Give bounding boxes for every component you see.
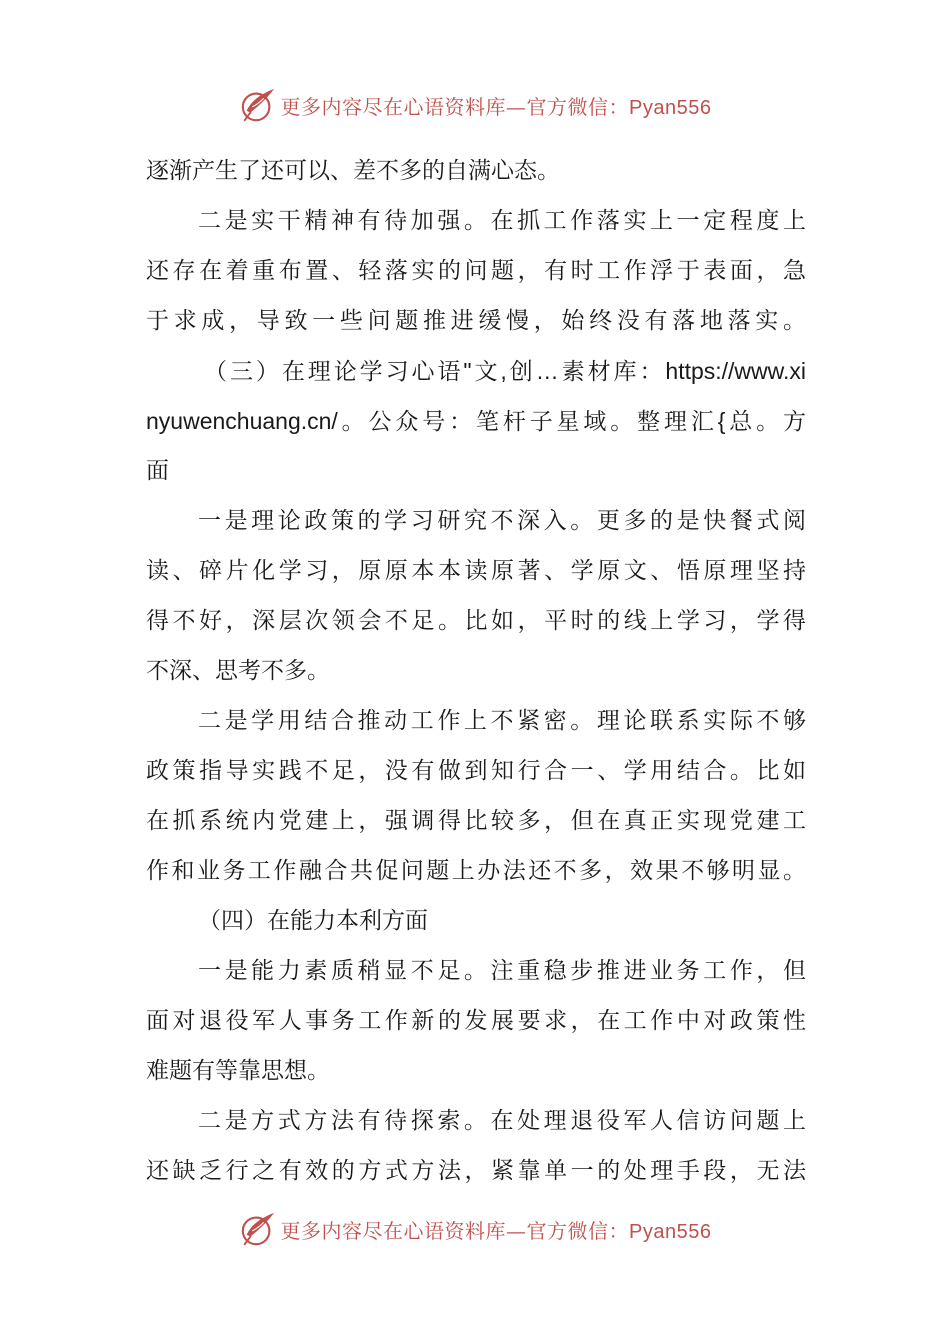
section-heading: （四）在能力本利方面 (198, 908, 428, 934)
text-line: 面 (146, 458, 169, 484)
text-line: 还缺乏行之有效的方式方法，紧靠单一的处理手段，无法 (146, 1158, 806, 1184)
text-line: 难题有等靠思想。 (146, 1058, 330, 1084)
text-line: nyuwenchuang.cn/。公众号：笔杆子星域。整理汇{总。方 (146, 408, 806, 434)
text-line: 不深、思考不多。 (146, 658, 330, 684)
text-line: 二是方式方法有待探索。在处理退役军人信访问题上 (198, 1108, 806, 1134)
text-line: 一是理论政策的学习研究不深入。更多的是快餐式阅 (198, 508, 806, 534)
header-watermark (0, 80, 950, 130)
watermark-text: 更多内容尽在心语资料库—官方微信：Pyan556 (280, 1218, 712, 1243)
footer-watermark (0, 1204, 950, 1254)
text-line: 逐渐产生了还可以、差不多的自满心态。 (146, 158, 560, 184)
text-line: 作和业务工作融合共促问题上办法还不多，效果不够明显。 (146, 858, 806, 884)
text-line: 面对退役军人事务工作新的发展要求，在工作中对政策性 (146, 1008, 806, 1034)
text-line: 还存在着重布置、轻落实的问题，有时工作浮于表面，急 (146, 258, 806, 284)
document-body (146, 146, 806, 1196)
text-line: 在抓系统内党建上，强调得比较多，但在真正实现党建工 (146, 808, 806, 834)
text-line: 一是能力素质稍显不足。注重稳步推进业务工作，但 (198, 958, 806, 984)
section-heading: （三）在理论学习心语"文,创…素材库：https://www.xi (204, 358, 806, 384)
text-line: 读、碎片化学习，原原本本读原著、学原文、悟原理坚持 (146, 558, 806, 584)
text-line: 二是实干精神有待加强。在抓工作落实上一定程度上 (198, 208, 806, 234)
quill-pen-logo-icon (239, 1210, 277, 1248)
quill-pen-logo-icon (239, 86, 277, 124)
text-line: 政策指导实践不足，没有做到知行合一、学用结合。比如 (146, 758, 806, 784)
text-line: 得不好，深层次领会不足。比如，平时的线上学习，学得 (146, 608, 806, 634)
wechat-id: Pyan556 (629, 1220, 712, 1243)
text-line: 于求成，导致一些问题推进缓慢，始终没有落地落实。 (146, 308, 806, 334)
wechat-id: Pyan556 (629, 96, 712, 119)
text-line: 二是学用结合推动工作上不紧密。理论联系实际不够 (198, 708, 806, 734)
watermark-text: 更多内容尽在心语资料库—官方微信：Pyan556 (280, 94, 712, 119)
